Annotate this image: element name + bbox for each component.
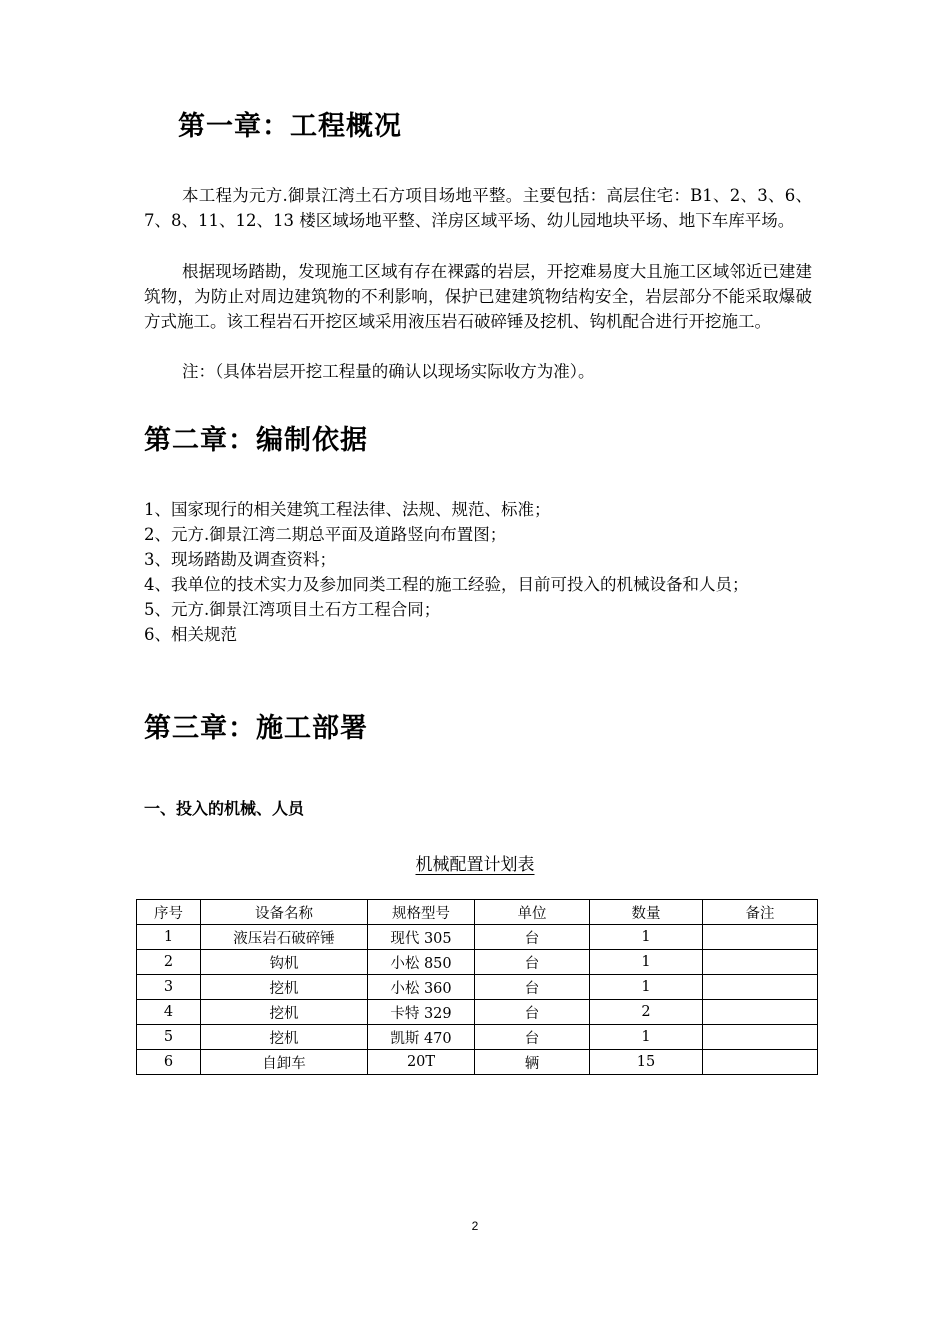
table-cell: 小松 850 [368, 950, 475, 975]
table-cell: 液压岩石破碎锤 [201, 925, 368, 950]
table-caption-wrapper [0, 850, 950, 875]
table-cell [703, 925, 818, 950]
header-cell: 设备名称 [201, 900, 368, 925]
table-row [137, 950, 818, 975]
table-cell: 2 [137, 950, 201, 975]
table-cell: 台 [475, 925, 590, 950]
table-cell [703, 1025, 818, 1050]
table-cell: 6 [137, 1050, 201, 1075]
table-header-row [137, 900, 818, 925]
basis-item-1: 1、国家现行的相关建筑工程法律、法规、规范、标准； [144, 500, 551, 519]
basis-item-2: 2、元方.御景江湾二期总平面及道路竖向布置图； [144, 525, 507, 544]
table-cell: 台 [475, 950, 590, 975]
table-cell [703, 1000, 818, 1025]
equipment-table [136, 899, 818, 1075]
chapter-1-title: 第一章：工程概况 [178, 111, 402, 142]
table-cell: 凯斯 470 [368, 1025, 475, 1050]
table-cell: 20T [368, 1050, 475, 1075]
table-cell: 台 [475, 975, 590, 1000]
table-row [137, 1050, 818, 1075]
table-cell: 1 [590, 1025, 703, 1050]
table-cell: 卡特 329 [368, 1000, 475, 1025]
table-cell: 15 [590, 1050, 703, 1075]
table-row [137, 975, 818, 1000]
table-cell: 4 [137, 1000, 201, 1025]
table-row [137, 1000, 818, 1025]
table-cell: 台 [475, 1000, 590, 1025]
table-cell: 挖机 [201, 975, 368, 1000]
table-cell: 挖机 [201, 1025, 368, 1050]
table-cell [703, 1050, 818, 1075]
header-cell: 数量 [590, 900, 703, 925]
chapter-1-paragraph-2: 根据现场踏勘，发现施工区域有存在裸露的岩层，开挖难易度大且施工区域邻近已建建筑物，为防止对周边建筑物的不利影响，保护已建建筑物结构安全，岩层部分不能采取爆破方式施工。该工程岩石开挖区域采用液压岩石破碎锤及挖机、钩机配合进行开挖施工。 [144, 262, 812, 331]
chapter-2-title: 第二章：编制依据 [144, 425, 368, 456]
table-cell: 现代 305 [368, 925, 475, 950]
table-cell: 1 [590, 950, 703, 975]
chapter-1-paragraph-1: 本工程为元方.御景江湾土石方项目场地平整。主要包括：高层住宅：B1、2、3、6、7、8、11、12、13 楼区域场地平整、洋房区域平场、幼儿园地块平场、地下车库平场。 [144, 186, 812, 230]
basis-item-4: 4、我单位的技术实力及参加同类工程的施工经验，目前可投入的机械设备和人员； [144, 575, 749, 594]
header-cell: 序号 [137, 900, 201, 925]
basis-item-3: 3、现场踏勘及调查资料； [144, 550, 336, 569]
table-row [137, 1025, 818, 1050]
basis-list [144, 497, 812, 647]
table-cell: 台 [475, 1025, 590, 1050]
table-cell: 小松 360 [368, 975, 475, 1000]
header-cell: 备注 [703, 900, 818, 925]
section-title: 一、投入的机械、人员 [144, 799, 305, 818]
page-number: 2 [471, 1219, 479, 1233]
basis-item-5: 5、元方.御景江湾项目土石方工程合同； [144, 600, 441, 619]
table-cell: 自卸车 [201, 1050, 368, 1075]
table-cell: 1 [590, 975, 703, 1000]
table-cell: 挖机 [201, 1000, 368, 1025]
table-cell: 钩机 [201, 950, 368, 975]
basis-item-6: 6、相关规范 [144, 625, 237, 644]
table-cell: 1 [137, 925, 201, 950]
header-cell: 规格型号 [368, 900, 475, 925]
table-caption: 机械配置计划表 [415, 855, 535, 875]
table-cell: 辆 [475, 1050, 590, 1075]
header-cell: 单位 [475, 900, 590, 925]
table-row [137, 925, 818, 950]
chapter-3-title: 第三章：施工部署 [144, 713, 368, 744]
table-cell: 1 [590, 925, 703, 950]
table-cell: 5 [137, 1025, 201, 1050]
table-cell: 3 [137, 975, 201, 1000]
table-cell: 2 [590, 1000, 703, 1025]
table-cell [703, 950, 818, 975]
chapter-1-note: 注：（具体岩层开挖工程量的确认以现场实际收方为准）。 [182, 362, 595, 381]
table-cell [703, 975, 818, 1000]
